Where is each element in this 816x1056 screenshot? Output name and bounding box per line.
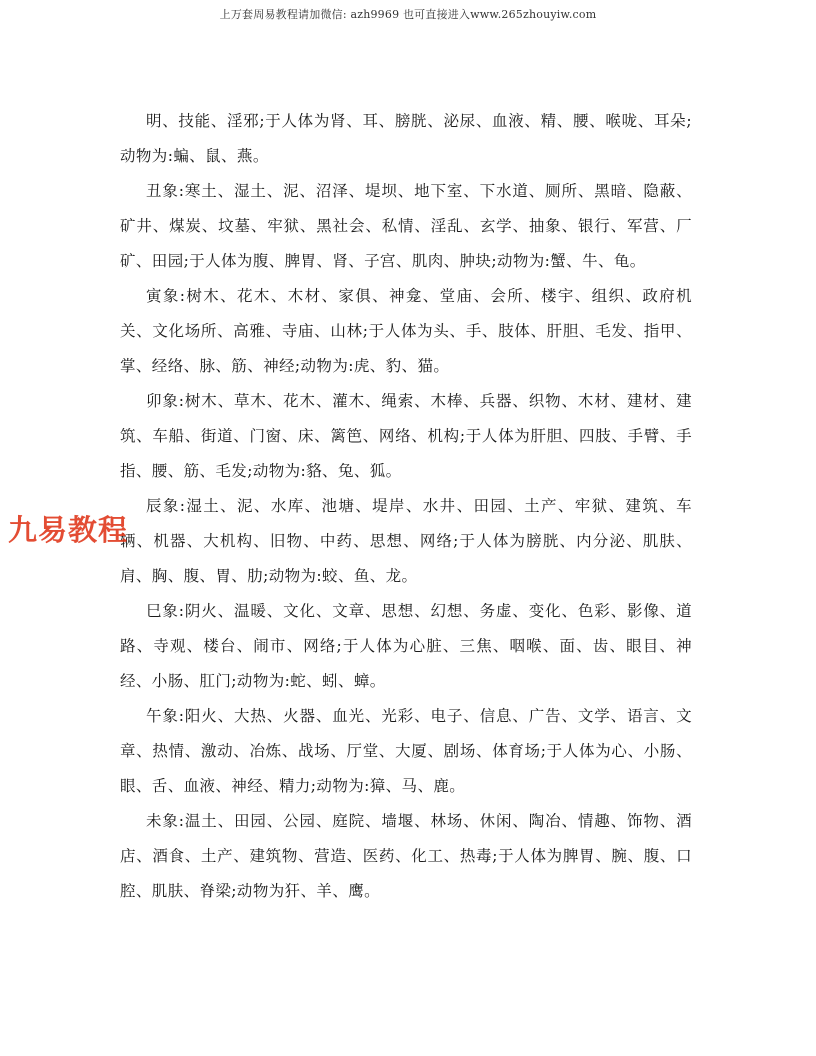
paragraph-wu: 午象:阳火、大热、火器、血光、光彩、电子、信息、广告、文学、语言、文章、热情、激动、冶炼、战场、厅堂、大厦、剧场、体育场;于人体为心、小肠、眼、舌、血液、神经、精力;动物为:獐、马、鹿。 — [120, 707, 692, 795]
paragraph-yin: 寅象:树木、花木、木材、家俱、神龛、堂庙、会所、楼宇、组织、政府机关、文化场所、高雅、寺庙、山林;于人体为头、手、肢体、肝胆、毛发、指甲、掌、经络、脉、筋、神经;动物为:虎、豹、猫。 — [120, 287, 692, 375]
paragraph-si: 巳象:阴火、温暖、文化、文章、思想、幻想、务虚、变化、色彩、影像、道路、寺观、楼台、闹市、网络;于人体为心脏、三焦、咽喉、面、齿、眼目、神经、小肠、肛门;动物为:蛇、蚓、蟑。 — [120, 602, 692, 690]
document-body — [120, 104, 692, 909]
paragraph-mao: 卯象:树木、草木、花木、灌木、绳索、木棒、兵器、织物、木材、建材、建筑、车船、街道、门窗、床、篱笆、网络、机构;于人体为肝胆、四肢、手臂、手指、腰、筋、毛发;动物为:貉、兔、狐。 — [120, 392, 692, 480]
paragraph-chou: 丑象:寒土、湿土、泥、沼泽、堤坝、地下室、下水道、厕所、黑暗、隐蔽、矿井、煤炭、坟墓、牢狱、黑社会、私情、淫乱、玄学、抽象、银行、军营、厂矿、田园;于人体为腹、脾胃、肾、子宫、肌肉、肿块;动物为:蟹、牛、龟。 — [120, 182, 692, 270]
watermark-logo: 九易教程 — [8, 513, 129, 547]
page-header-notice: 上万套周易教程请加微信: azh9969 也可直接进入www.265zhouyiw.com — [219, 8, 597, 21]
paragraph-zi-continued: 明、技能、淫邪;于人体为肾、耳、膀胱、泌尿、血液、精、腰、喉咙、耳朵;动物为:蝙、鼠、燕。 — [120, 112, 692, 165]
paragraph-chen: 辰象:湿土、泥、水库、池塘、堤岸、水井、田园、土产、牢狱、建筑、车辆、机器、大机构、旧物、中药、思想、网络;于人体为膀胱、内分泌、肌肤、肩、胸、腹、胃、肋;动物为:蛟、鱼、龙。 — [120, 497, 692, 585]
paragraph-wei: 未象:温土、田园、公园、庭院、墙堰、林场、休闲、陶冶、情趣、饰物、酒店、酒食、土产、建筑物、营造、医药、化工、热毒;于人体为脾胃、腕、腹、口腔、肌肤、脊梁;动物为犴、羊、鹰。 — [120, 812, 692, 900]
